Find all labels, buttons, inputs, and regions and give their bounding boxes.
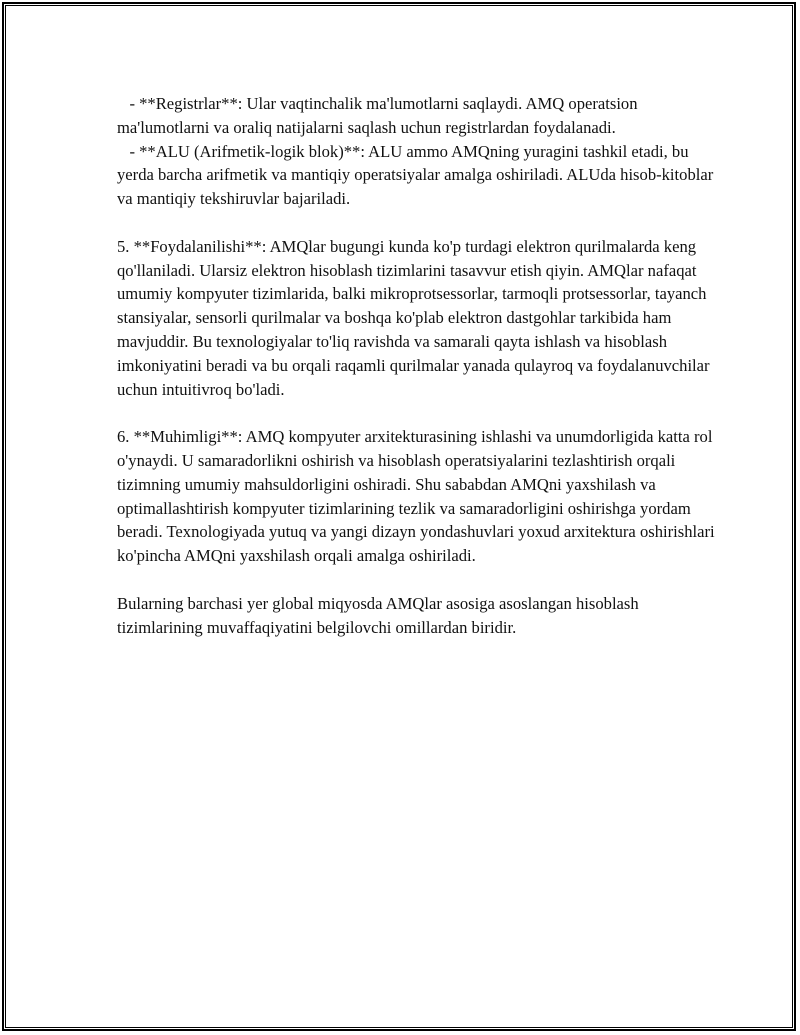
paragraph-registrlar: - **Registrlar**: Ular vaqtinchalik ma'lumotlarni saqlaydi. AMQ operatsion ma'lumotlarni va oraliq natijalarni saqlash uchun registrlardan foydalanadi. xyxy=(117,94,642,137)
paragraph-spacer xyxy=(117,401,717,425)
paragraph-conclusion: Bularning barchasi yer global miqyosda AMQlar asosiga asoslangan hisoblash tizimlarining muvaffaqiyatini belgilovchi omillardan biridir. xyxy=(117,593,639,637)
paragraph-spacer xyxy=(117,568,717,592)
document-body xyxy=(117,92,717,639)
paragraph-foydalanilishi: 5. **Foydalanilishi**: AMQlar bugungi kunda ko'p turdagi elektron qurilmalarda keng qo'llaniladi. Ularsiz elektron hisoblash tizimlarini tasavvur etish qiyin. AMQlar nafaqat umumiy kompyuter tizimlarida, balki mikroprotsessorlar, tarmoqli protsessorlar, tayanch stansiyalar, sensorli qurilmalar va boshqa ko'plab elektron dastgohlar tarkibida ham mavjuddir. Bu texnologiyalar to'liq ravishda va samarali qayta ishlash va hisoblash imkoniyatini beradi va bu orqali raqamli qurilmalar yanada qulayroq va foydalanuvchilar uchun intuitivroq bo'ladi. xyxy=(117,236,710,399)
paragraph-spacer xyxy=(117,211,717,235)
paragraph-muhimligi: 6. **Muhimligi**: AMQ kompyuter arxitekturasining ishlashi va unumdorligida katta rol o'ynaydi. U samaradorlikni oshirish va hisoblash operatsiyalarini tezlashtirish orqali tizimning umumiy mahsuldorligini oshiradi. Shu sababdan AMQni yaxshilash va optimallashtirish kompyuter tizimlarining tezlik va samaradorligini oshirishga yordam beradi. Texnologiyada yutuq va yangi dizayn yondashuvlari yoxud arxitektura oshirishlari ko'pincha AMQni yaxshilash orqali amalga oshiriladi. xyxy=(117,427,715,566)
paragraph-alu: - **ALU (Arifmetik-logik blok)**: ALU ammo AMQning yuragini tashkil etadi, bu yerda barcha arifmetik va mantiqiy operatsiyalar amalga oshiriladi. ALUda hisob-kitoblar va mantiqiy tekshiruvlar bajariladi. xyxy=(117,141,718,209)
